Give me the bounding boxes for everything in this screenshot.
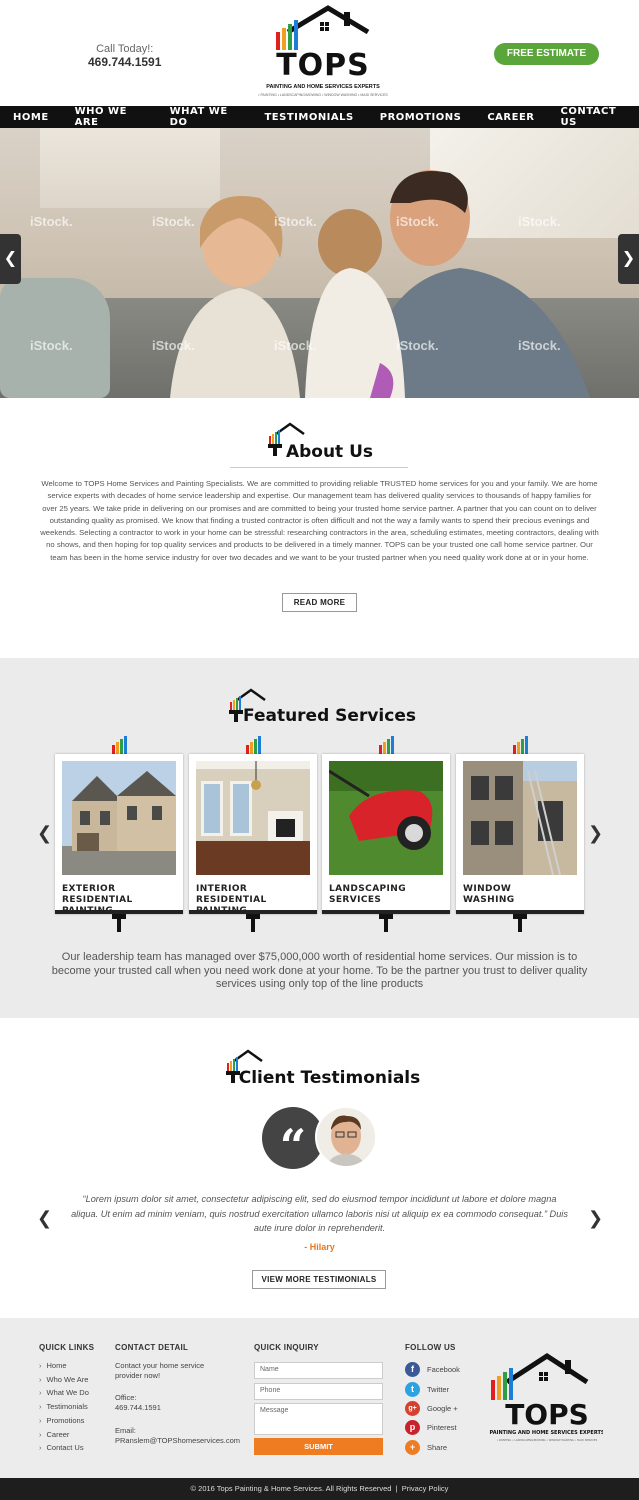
hero-girl-figure <box>290 203 420 398</box>
footer-link-career[interactable]: › Career <box>39 1430 69 1439</box>
footer-link-promotions[interactable]: › Promotions <box>39 1416 84 1425</box>
site-logo[interactable] <box>258 4 388 100</box>
office-phone[interactable]: 469.744.1591 <box>115 1403 161 1412</box>
featured-description: Our leadership team has managed over $75,000,000 worth of residential home services. Our mission is to become your trusted call when you need work done at your home. To be the partner you trust to deliver quality services using only top of the line products <box>51 951 588 990</box>
avatar <box>315 1106 377 1168</box>
testimonial-prev-arrow-icon[interactable]: ❮ <box>37 1208 53 1228</box>
follow-us-title: FOLLOW US <box>405 1343 456 1352</box>
quote-icon: “ <box>262 1107 324 1169</box>
color-bars-icon <box>112 735 128 755</box>
about-text: Welcome to TOPS Home Services and Painting Specialists. We are committed to providing reliable TRUSTED home services for you and your family. We are home service experts with decades of home service leadership and expertise. Our management team has delivered quality services to thousands of happy families for over 25 years. We take pride in delivering on our promises and are committed to being your trusted home service partner. A partner that you can count on to deliver outstanding quality as promised. We know that finding a trusted contractor is often difficult and not the way a family wants to spend their precious evenings and weekends. Selecting a contractor to work in your home can be stressful: researching contractors in the area, scheduling estimates, meeting contractors, dealing with no shows, and then hoping for top quality services and products to be delivered in a timely manner. TOPS can be your trusted one call home service partner. Our team has been in the home service industry for over two decades and we want to be your trusted partner when you need quality work done at or in your home. <box>40 479 599 562</box>
about-divider <box>230 467 408 468</box>
watermark: iStock. <box>152 338 195 353</box>
paint-roller-icon <box>112 914 126 932</box>
social-label: Twitter <box>427 1385 450 1394</box>
footer-logo-house-icon <box>487 1352 603 1444</box>
social-link-facebook[interactable] <box>405 1362 460 1377</box>
free-estimate-button[interactable]: FREE ESTIMATE <box>494 43 599 65</box>
color-bars-icon <box>513 735 529 755</box>
service-title-line2: WASHING <box>463 895 515 905</box>
color-bars-icon <box>246 735 262 755</box>
pinterest-icon: p <box>405 1420 420 1435</box>
read-more-button[interactable]: READ MORE <box>282 593 357 612</box>
nav-item-who-we-are[interactable]: WHO WE ARE <box>74 106 127 128</box>
watermark: iStock. <box>396 214 439 229</box>
footer-email[interactable]: PRanslem@TOPShomeservices.com <box>115 1436 241 1445</box>
testimonials-title: Client Testimonials <box>238 1068 421 1088</box>
social-label: Google + <box>427 1404 458 1413</box>
lawn-mower-image <box>329 761 443 875</box>
footer-logo-services: • PAINTING • LANDSCAPING/MOWING • WINDOW WASHING • MAID SERVICES <box>496 1439 598 1442</box>
service-card-title <box>463 884 581 906</box>
service-title-line1: INTERIOR RESIDENTIAL <box>196 884 267 905</box>
call-label: Call Today!: <box>96 43 154 55</box>
window-washing-image <box>463 761 577 875</box>
watermark: iStock. <box>518 214 561 229</box>
service-card-window-washing[interactable] <box>456 754 584 914</box>
watermark: iStock. <box>152 214 195 229</box>
phone-field[interactable]: Phone <box>254 1383 383 1400</box>
footer-link-what-we-do[interactable]: › What We Do <box>39 1388 89 1397</box>
social-label: Facebook <box>427 1365 460 1374</box>
footer-link-contact-us[interactable]: › Contact Us <box>39 1443 84 1452</box>
header-phone[interactable]: 469.744.1591 <box>88 55 162 69</box>
color-bars-icon <box>379 735 395 755</box>
service-title-line2: SERVICES <box>329 895 382 905</box>
social-link-google-plus[interactable] <box>405 1401 458 1416</box>
testimonial-author: - Hilary <box>304 1242 335 1252</box>
nav-item-contact-us[interactable]: CONTACT US <box>560 106 617 128</box>
watermark: iStock. <box>274 214 317 229</box>
service-title-line1: EXTERIOR RESIDENTIAL <box>62 884 133 905</box>
client-portrait-image <box>317 1108 375 1166</box>
social-label: Share <box>427 1443 448 1452</box>
quick-links-title: QUICK LINKS <box>39 1343 95 1352</box>
services-next-arrow-icon[interactable]: ❯ <box>588 823 604 843</box>
hero-prev-arrow-icon[interactable]: ❮ <box>0 234 21 284</box>
facebook-icon: f <box>405 1362 420 1377</box>
footer-link-home[interactable]: › Home <box>39 1361 67 1370</box>
social-link-twitter[interactable] <box>405 1382 449 1397</box>
email-label: Email: <box>115 1426 136 1435</box>
nav-item-what-we-do[interactable]: WHAT WE DO <box>169 106 228 128</box>
footer-link-testimonials[interactable]: › Testimonials <box>39 1402 88 1411</box>
watermark: iStock. <box>274 338 317 353</box>
twitter-icon: t <box>405 1382 420 1397</box>
logo-tagline: PAINTING AND HOME SERVICES EXPERTS <box>266 84 380 90</box>
nav-item-home[interactable]: HOME <box>13 111 49 123</box>
service-card-landscaping[interactable] <box>322 754 450 914</box>
copyright-bar <box>0 1478 639 1500</box>
paint-roller-icon <box>379 914 393 932</box>
contact-detail-title: CONTACT DETAIL <box>115 1343 189 1352</box>
hero-next-arrow-icon[interactable]: ❯ <box>618 234 639 284</box>
featured-title: Featured Services <box>243 706 416 726</box>
view-more-testimonials-button[interactable]: VIEW MORE TESTIMONIALS <box>252 1270 386 1289</box>
interior-room-image <box>196 761 310 875</box>
site-header <box>0 0 639 106</box>
copyright-text: © 2016 Tops Painting & Home Services. All Rights Reserved <box>190 1484 392 1493</box>
social-link-pinterest[interactable] <box>405 1420 457 1435</box>
nav-item-testimonials[interactable]: TESTIMONIALS <box>264 111 354 123</box>
call-today <box>88 43 161 69</box>
paint-roller-icon <box>246 914 260 932</box>
logo-services: • PAINTING • LANDSCAPING/MOWING • WINDOW WASHING • MAID SERVICES <box>258 93 388 97</box>
quick-inquiry-title: QUICK INQUIRY <box>254 1343 319 1352</box>
watermark: iStock. <box>30 338 73 353</box>
service-title-line1: WINDOW <box>463 884 512 894</box>
watermark: iStock. <box>518 338 561 353</box>
nav-item-career[interactable]: CAREER <box>487 111 535 123</box>
share-icon: + <box>405 1440 420 1455</box>
social-label: Pinterest <box>427 1423 457 1432</box>
footer-logo-tagline: PAINTING AND HOME SERVICES EXPERTS <box>489 1430 603 1436</box>
name-field[interactable]: Name <box>254 1362 383 1379</box>
testimonial-next-arrow-icon[interactable]: ❯ <box>588 1208 604 1228</box>
footer-logo-text: TOPS <box>505 1398 589 1431</box>
paint-roller-icon <box>513 914 527 932</box>
service-card-exterior-painting[interactable] <box>55 754 183 914</box>
service-title-line1: LANDSCAPING <box>329 884 407 894</box>
main-nav <box>0 106 639 128</box>
hero-slider-image <box>0 128 639 398</box>
about-title: About Us <box>285 442 374 462</box>
footer-logo[interactable] <box>487 1352 603 1444</box>
copyright-separator: | <box>395 1484 398 1493</box>
footer-link-who-we-are[interactable]: › Who We Are <box>39 1375 88 1384</box>
nav-item-promotions[interactable]: PROMOTIONS <box>379 111 462 123</box>
submit-button[interactable]: SUBMIT <box>254 1438 383 1455</box>
social-link-share[interactable] <box>405 1440 447 1455</box>
service-card-interior-painting[interactable] <box>189 754 317 914</box>
office-label: Office: <box>115 1393 137 1402</box>
google-plus-icon: g+ <box>405 1401 420 1416</box>
services-prev-arrow-icon[interactable]: ❮ <box>37 823 53 843</box>
service-card-title <box>329 884 447 906</box>
watermark: iStock. <box>30 214 73 229</box>
exterior-house-image <box>62 761 176 875</box>
privacy-policy-link[interactable]: Privacy Policy <box>401 1484 449 1493</box>
watermark: iStock. <box>396 338 439 353</box>
testimonial-quote: “Lorem ipsum dolor sit amet, consectetur adipiscing elit, sed do eiusmod tempor incididunt ut labore et dolore magna aliqua. Ut enim ad minim veniam, quis nostrud exercitation ullamco laboris nisi ut aliquip ex ea commodo consequat.” Duis aute irure dolor in reprehenderit. <box>71 1194 568 1234</box>
message-field[interactable]: Message <box>254 1403 383 1435</box>
contact-intro: Contact your home service provider now! <box>115 1361 205 1380</box>
logo-text: TOPS <box>276 48 370 83</box>
